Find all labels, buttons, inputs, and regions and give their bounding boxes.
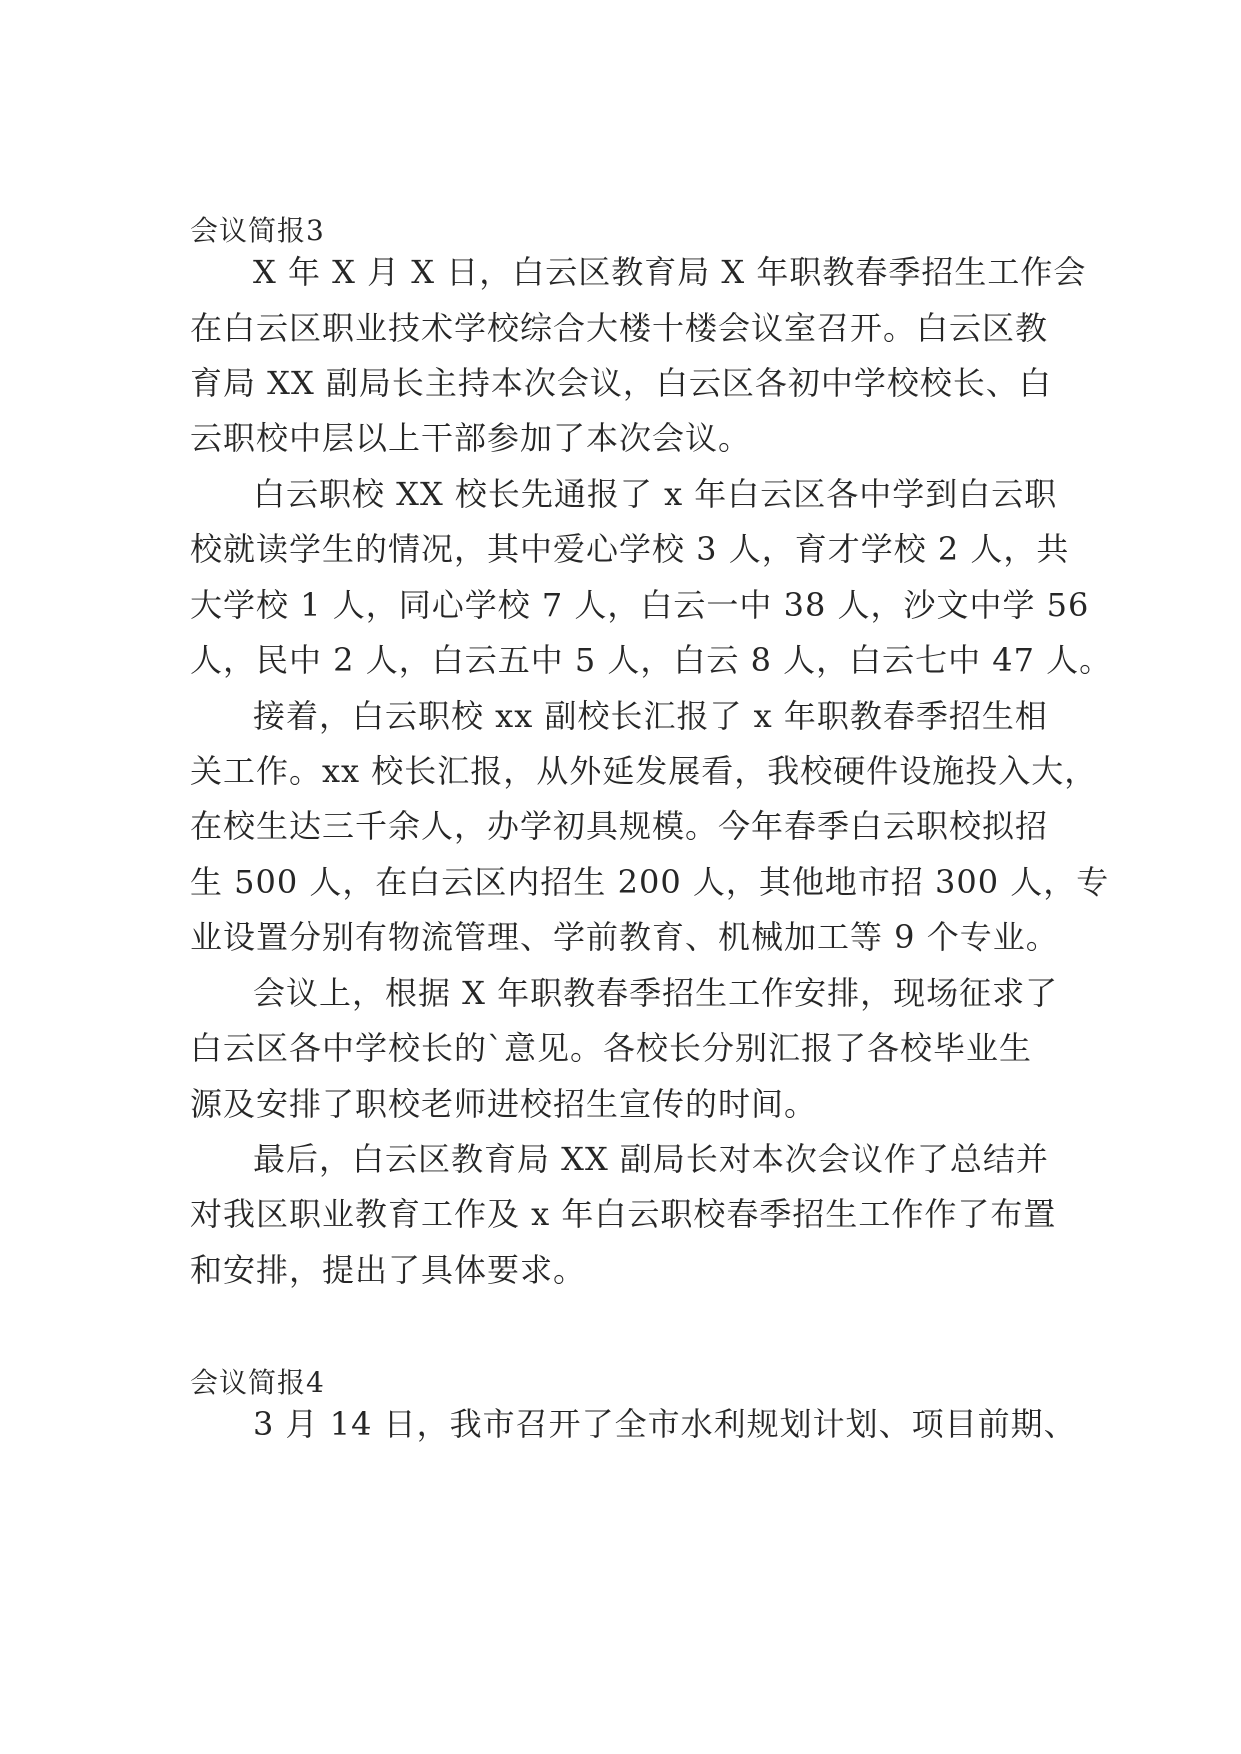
paragraph-line: 在校生达三千余人，办学初具规模。今年春季白云职校拟招: [190, 807, 1049, 845]
paragraph-line: 生 500 人，在白云区内招生 200 人，其他地市招 300 人，专: [190, 863, 1110, 901]
paragraph-line: 育局 XX 副局长主持本次会议，白云区各初中学校校长、白: [190, 364, 1052, 402]
paragraph-line: 接着，白云职校 xx 副校长汇报了 x 年职教春季招生相: [253, 697, 1048, 735]
paragraph-line: 业设置分别有物流管理、学前教育、机械加工等 9 个专业。: [190, 918, 1059, 956]
paragraph-line: 在白云区职业技术学校综合大楼十楼会议室召开。白云区教: [190, 309, 1049, 347]
paragraph-line: 校就读学生的情况，其中爱心学校 3 人，育才学校 2 人，共: [190, 530, 1070, 568]
paragraph-line: 人，民中 2 人，白云五中 5 人，白云 8 人，白云七中 47 人。: [190, 641, 1113, 679]
paragraph-line: 和安排，提出了具体要求。: [190, 1251, 587, 1289]
paragraph-line: 对我区职业教育工作及 x 年白云职校春季招生工作作了布置: [190, 1195, 1057, 1233]
paragraph-line: 3 月 14 日，我市召开了全市水利规划计划、项目前期、: [253, 1405, 1077, 1443]
paragraph-line: 大学校 1 人，同心学校 7 人，白云一中 38 人，沙文中学 56: [190, 586, 1090, 624]
section-4-title: 会议简报4: [190, 1366, 325, 1399]
paragraph-line: 源及安排了职校老师进校招生宣传的时间。: [190, 1085, 818, 1123]
section-3-title: 会议简报3: [190, 214, 325, 247]
paragraph-line: 会议上，根据 X 年职教春季招生工作安排，现场征求了: [253, 974, 1059, 1012]
paragraph-line: 最后，白云区教育局 XX 副局长对本次会议作了总结并: [253, 1140, 1049, 1178]
paragraph-line: 云职校中层以上干部参加了本次会议。: [190, 419, 752, 457]
paragraph-line: 关工作。xx 校长汇报，从外延发展看，我校硬件设施投入大，: [190, 752, 1098, 790]
paragraph-line: 白云职校 XX 校长先通报了 x 年白云区各中学到白云职: [253, 475, 1058, 513]
paragraph-line: X 年 X 月 X 日，白云区教育局 X 年职教春季招生工作会: [253, 253, 1087, 291]
paragraph-line: 白云区各中学校长的`意见。各校长分别汇报了各校毕业生: [190, 1029, 1033, 1067]
